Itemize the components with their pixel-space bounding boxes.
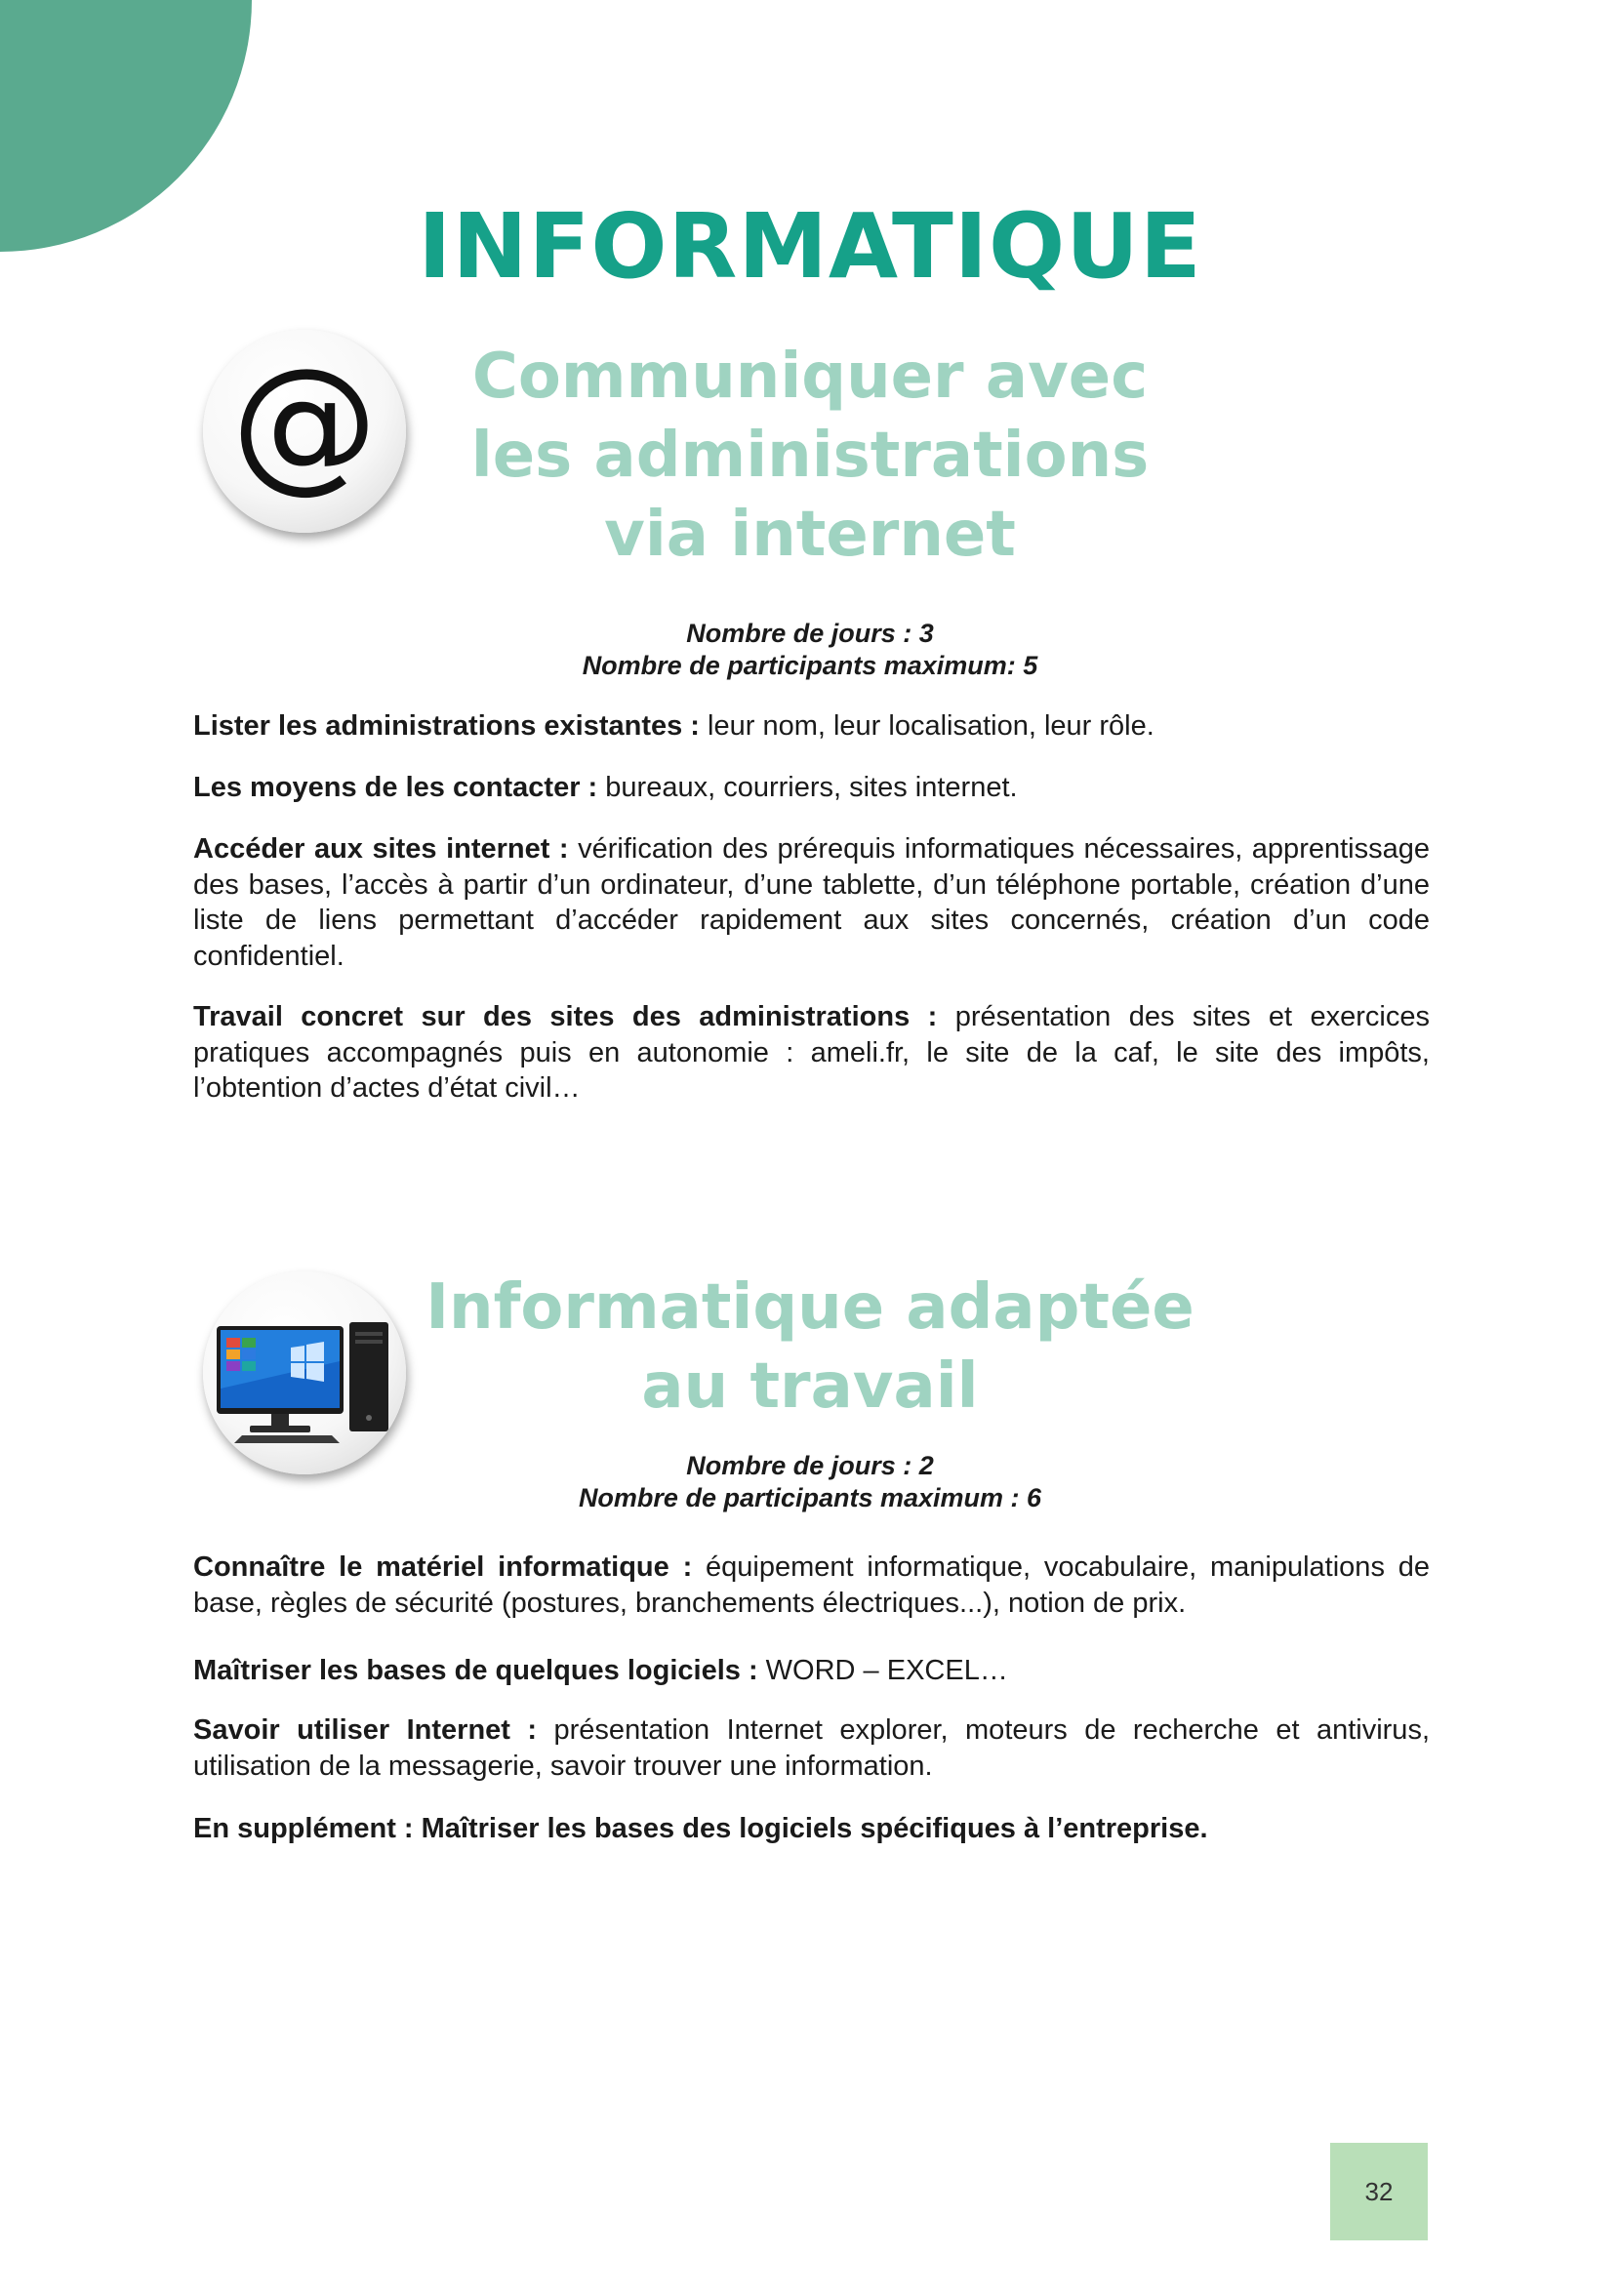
item-text: WORD – EXCEL… [757, 1655, 1008, 1686]
section1-item [193, 770, 1430, 806]
section2-title [420, 1269, 1200, 1427]
desktop-computer-icon [203, 1271, 406, 1474]
item-text: bureaux, courriers, sites internet. [597, 772, 1018, 803]
item-text: présentation Internet explorer, moteurs de recherche et antivirus, utilisation de la messagerie, savoir trouver une information. [193, 1714, 1430, 1782]
section1-item [193, 999, 1430, 1107]
section1-title-line: via internet [604, 499, 1016, 571]
section2-participants: Nombre de participants maximum : 6 [578, 1483, 1042, 1512]
item-label: Lister les administrations existantes : [193, 710, 700, 742]
section1-title-line: Communiquer avec [471, 341, 1149, 413]
section1-title [420, 338, 1200, 575]
page-number-box [1330, 2143, 1428, 2240]
section1-participants: Nombre de participants maximum: 5 [582, 651, 1038, 680]
section2-item [193, 1811, 1430, 1847]
page-title: INFORMATIQUE [418, 194, 1202, 299]
svg-text:@: @ [231, 338, 378, 507]
at-sign-icon [203, 330, 406, 533]
section1-item [193, 708, 1430, 745]
section2-item [193, 1712, 1430, 1784]
section1-days: Nombre de jours : 3 [686, 619, 934, 648]
item-label: Maîtriser les bases de quelques logiciels : [193, 1655, 758, 1686]
item-label: Connaître le matériel informatique : [193, 1551, 693, 1583]
section2-item [193, 1653, 1430, 1689]
page-number: 32 [1364, 2177, 1394, 2206]
item-label: En supplément : Maîtriser les bases des logiciels spécifiques à l’entreprise. [193, 1813, 1208, 1844]
item-label: Savoir utiliser Internet : [193, 1714, 538, 1746]
section1-title-line: les administrations [470, 420, 1150, 492]
item-text: équipement informatique, vocabulaire, manipulations de base, règles de sécurité (postures, branchements électriques...), notion de prix. [193, 1551, 1430, 1619]
section2-title-line: au travail [641, 1350, 979, 1423]
item-label: Les moyens de les contacter : [193, 772, 598, 803]
item-text: présentation des sites et exercices pratiques accompagnés puis en autonomie : ameli.fr, le site de la caf, le site des impôts, l’obtention d’actes d’état civil… [193, 1001, 1430, 1104]
section2-meta [420, 1450, 1200, 1514]
section2-item [193, 1550, 1430, 1621]
item-text: leur nom, leur localisation, leur rôle. [699, 710, 1154, 742]
section2-days: Nombre de jours : 2 [686, 1451, 934, 1480]
item-text: vérification des prérequis informatiques nécessaires, apprentissage des bases, l’accès à partir d’un ordinateur, d’une tablette, d’un téléphone portable, création d’une liste de liens permettant d’accéder rapidement aux sites concernés, création d’un code confidentiel. [193, 833, 1430, 972]
item-label: Accéder aux sites internet : [193, 833, 569, 865]
section2-title-line: Informatique adaptée [425, 1271, 1195, 1344]
section1-meta [420, 618, 1200, 682]
item-label: Travail concret sur des sites des administrations : [193, 1001, 938, 1032]
section1-item [193, 831, 1430, 974]
